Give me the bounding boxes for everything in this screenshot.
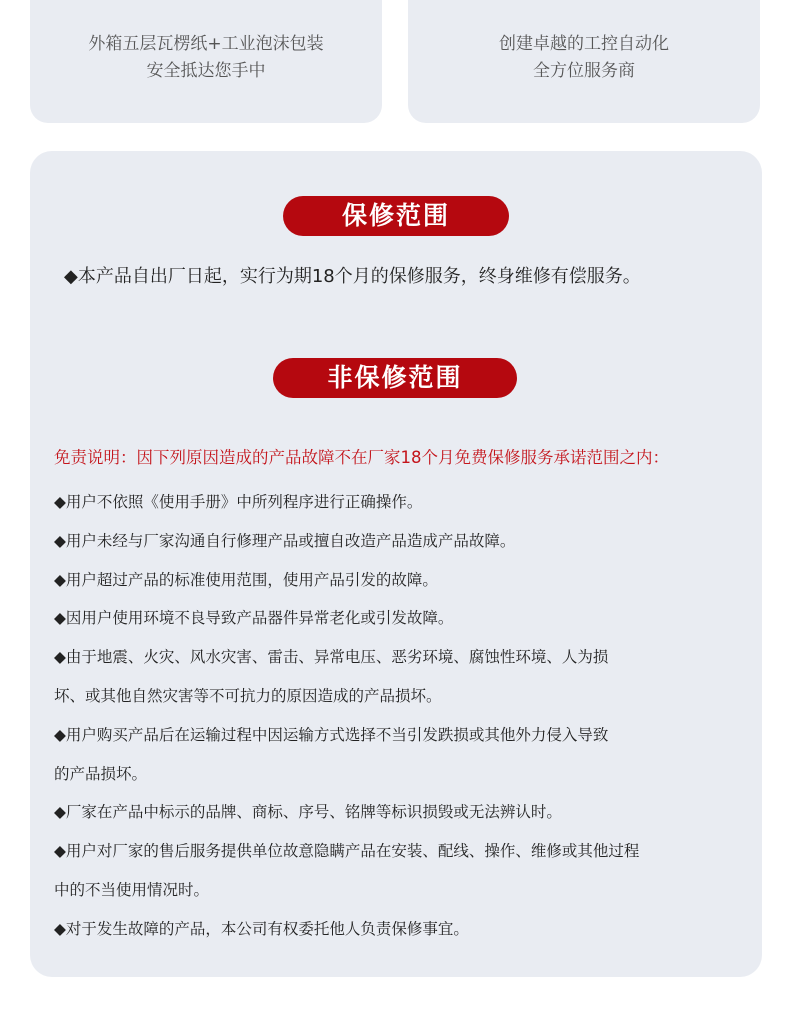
list-item: ◆用户不依照《使用手册》中所列程序进行正确操作。 (54, 493, 423, 511)
list-item: ◆因用户使用环境不良导致产品器件异常老化或引发故障。 (54, 609, 454, 628)
quality-card-desc-line2: 全方位服务商 (533, 61, 635, 81)
warranty-scope-text: ◆本产品自出厂日起，实行为期18个月的保修服务，终身维修有偿服务。 (64, 266, 641, 287)
list-item: ◆用户超过产品的标准使用范围，使用产品引发的故障。 (54, 570, 438, 589)
list-item: ◆厂家在产品中标示的品牌、商标、序号、铭牌等标识损毁或无法辨认时。 (54, 803, 562, 822)
quality-card-desc-line1: 创建卓越的工控自动化 (499, 34, 669, 54)
packaging-card (30, 0, 382, 123)
quality-card (408, 0, 760, 123)
non-warranty-scope-heading: 非保修范围 (273, 358, 517, 398)
warranty-info-card (30, 151, 762, 977)
list-item: ◆由于地震、火灾、风水灾害、雷击、异常电压、恶劣环境、腐蚀性环境、人为损 坏、或其他自然灾害等不可抗力的原因造成的产品损坏。 (54, 648, 609, 705)
list-item: ◆用户未经与厂家沟通自行修理产品或擅自改造产品造成产品故障。 (54, 531, 516, 550)
packaging-card-desc (30, 31, 382, 85)
list-item: ◆用户购买产品后在运输过程中因运输方式选择不当引发跌损或其他外力侵入导致 的产品损坏。 (54, 725, 609, 783)
warranty-scope-heading: 保修范围 (283, 196, 509, 236)
packaging-card-desc-line2: 安全抵达您手中 (146, 61, 266, 81)
packaging-card-desc-line1: 外箱五层瓦楞纸+工业泡沫包装 (88, 34, 324, 54)
non-warranty-list (54, 483, 744, 949)
disclaimer-text: 免责说明：因下列原因造成的产品故障不在厂家18个月免费保修服务承诺范围之内： (54, 448, 669, 467)
list-item: ◆用户对厂家的售后服务提供单位故意隐瞒产品在安装、配线、操作、维修或其他过程 中的不当使用情况时。 (54, 842, 640, 899)
quality-card-desc (408, 31, 760, 85)
list-item: ◆对于发生故障的产品，本公司有权委托他人负责保修事宜。 (54, 919, 469, 938)
